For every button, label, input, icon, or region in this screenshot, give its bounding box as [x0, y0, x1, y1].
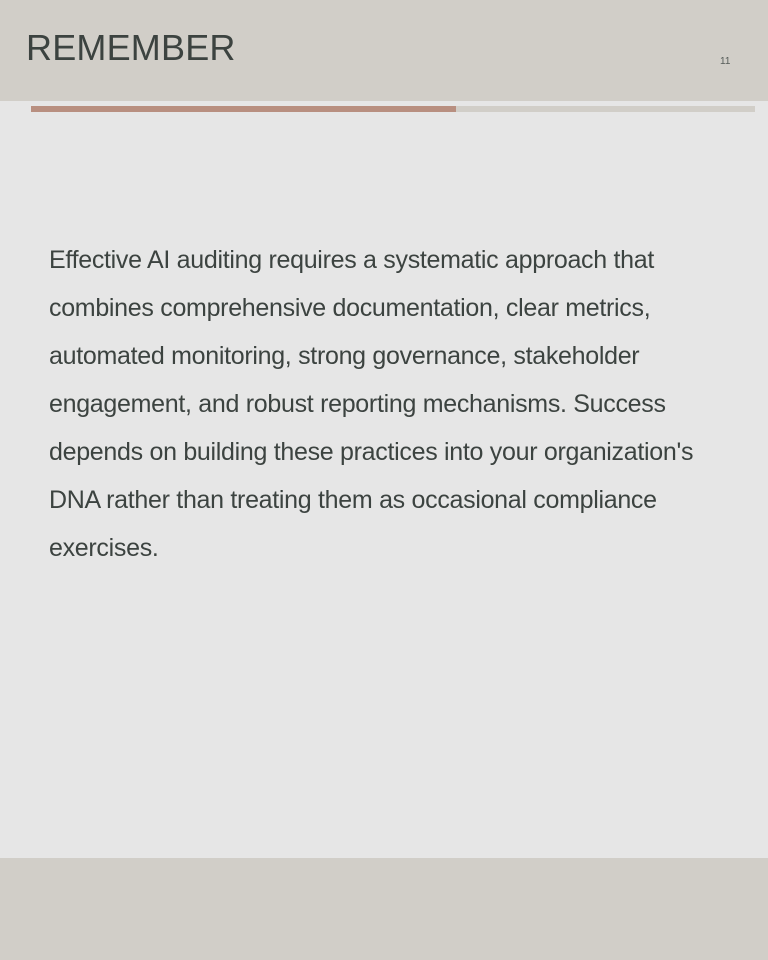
slide-progress-bar — [31, 106, 755, 112]
slide-header — [0, 0, 768, 101]
slide-title: REMEMBER — [26, 27, 236, 68]
slide-body-text: Effective AI auditing requires a systematic approach that combines comprehensive documentation, clear metrics, automated monitoring, strong governance, stakeholder engagement, and robust reporting mechanisms. Success depends on building these practices into your organization's DNA rather than treating them as occasional compliance exercises. — [49, 246, 694, 562]
slide-progress-fill — [31, 106, 456, 112]
slide-footer — [0, 858, 768, 960]
page-number: 11 — [720, 56, 731, 67]
